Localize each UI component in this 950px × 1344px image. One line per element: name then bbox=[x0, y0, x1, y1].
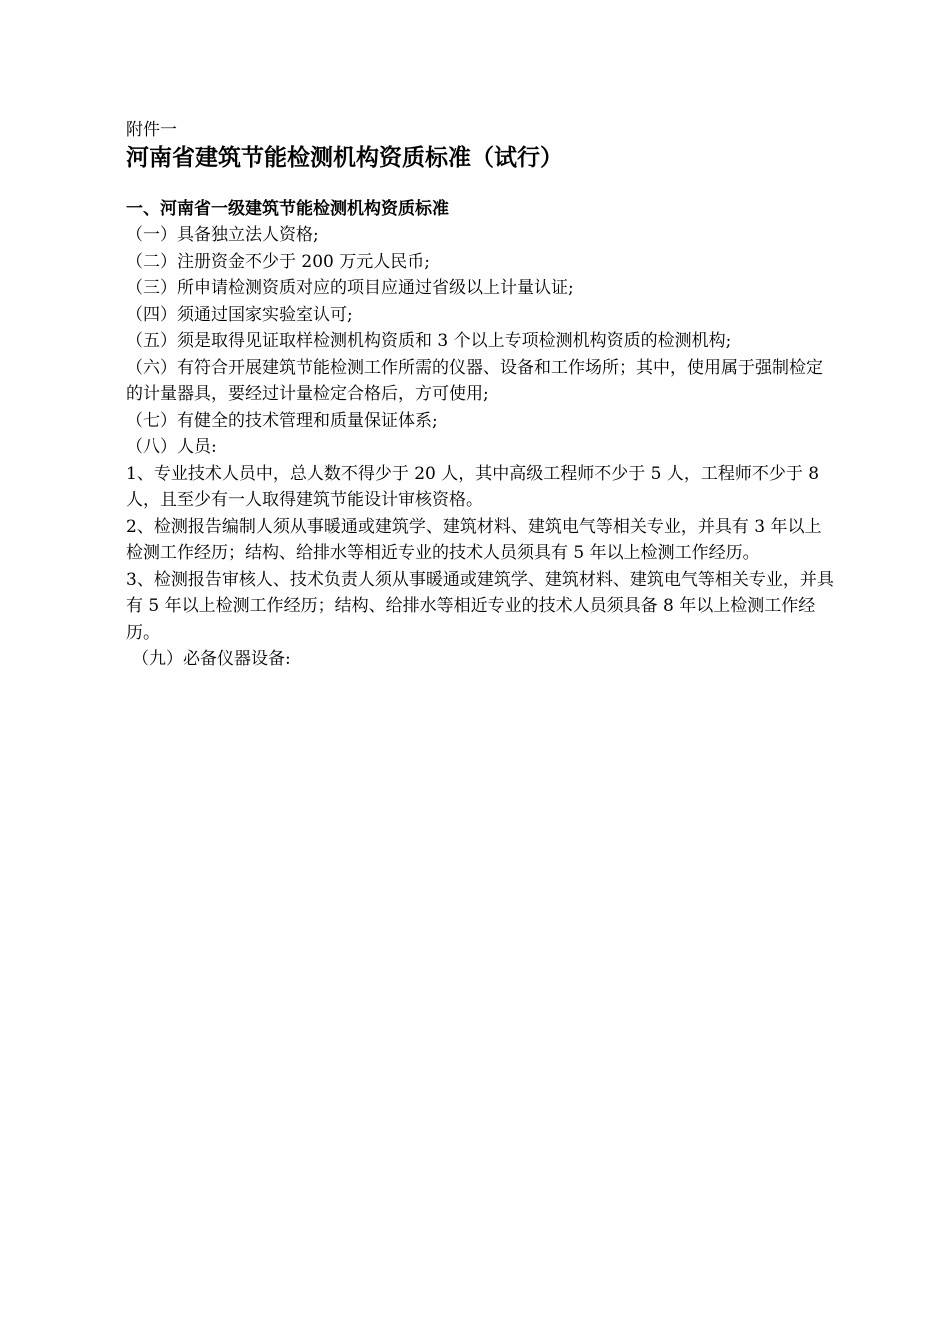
paragraph-item-3: （三）所申请检测资质对应的项目应通过省级以上计量认证; bbox=[126, 278, 574, 298]
paragraph-item-9: 1、专业技术人员中，总人数不得少于 20 人，其中高级工程师不少于 5 人，工程师不少于 8 人，且至少有一人取得建筑节能设计审核资格。 bbox=[126, 463, 820, 510]
document-page bbox=[126, 118, 838, 673]
paragraph-item-6: （六）有符合开展建筑节能检测工作所需的仪器、设备和工作场所；其中，使用属于强制检定的计量器具，要经过计量检定合格后，方可使用; bbox=[126, 357, 823, 404]
paragraph-item-1: （一）具备独立法人资格; bbox=[126, 225, 319, 245]
document-title: 河南省建筑节能检测机构资质标准（试行） bbox=[126, 145, 563, 171]
paragraph-item-8: （八）人员: bbox=[126, 437, 217, 457]
paragraph-item-12: （九）必备仪器设备: bbox=[132, 649, 291, 669]
paragraph-item-2: （二）注册资金不少于 200 万元人民币; bbox=[126, 251, 430, 272]
paragraph-item-4: （四）须通过国家实验室认可; bbox=[126, 304, 353, 325]
paragraph-item-7: （七）有健全的技术管理和质量保证体系; bbox=[126, 410, 438, 431]
paragraph-item-5: （五）须是取得见证取样检测机构资质和 3 个以上专项检测机构资质的检测机构; bbox=[126, 331, 732, 351]
paragraph-item-10: 2、检测报告编制人须从事暖通或建筑学、建筑材料、建筑电气等相关专业，并具有 3 年以上检测工作经历；结构、给排水等相近专业的技术人员须具有 5 年以上检测工作经历。 bbox=[126, 516, 822, 563]
paragraph-item-11: 3、检测报告审核人、技术负责人须从事暖通或建筑学、建筑材料、建筑电气等相关专业，并具有 5 年以上检测工作经历；结构、给排水等相近专业的技术人员须具备 8 年以上检测工作经历。 bbox=[126, 569, 834, 643]
attachment-label: 附件一 bbox=[126, 120, 177, 140]
section-heading: 一、河南省一级建筑节能检测机构资质标准 bbox=[126, 199, 449, 219]
